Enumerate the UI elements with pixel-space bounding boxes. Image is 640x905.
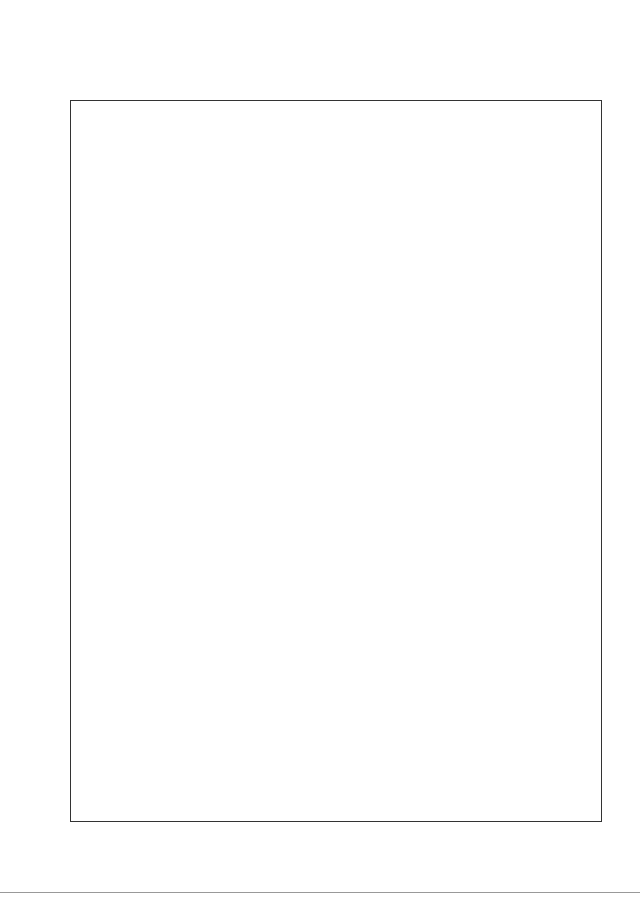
indicators-table xyxy=(70,100,602,822)
unreadable-content-placeholder xyxy=(71,101,601,821)
bottom-rule xyxy=(0,892,640,893)
